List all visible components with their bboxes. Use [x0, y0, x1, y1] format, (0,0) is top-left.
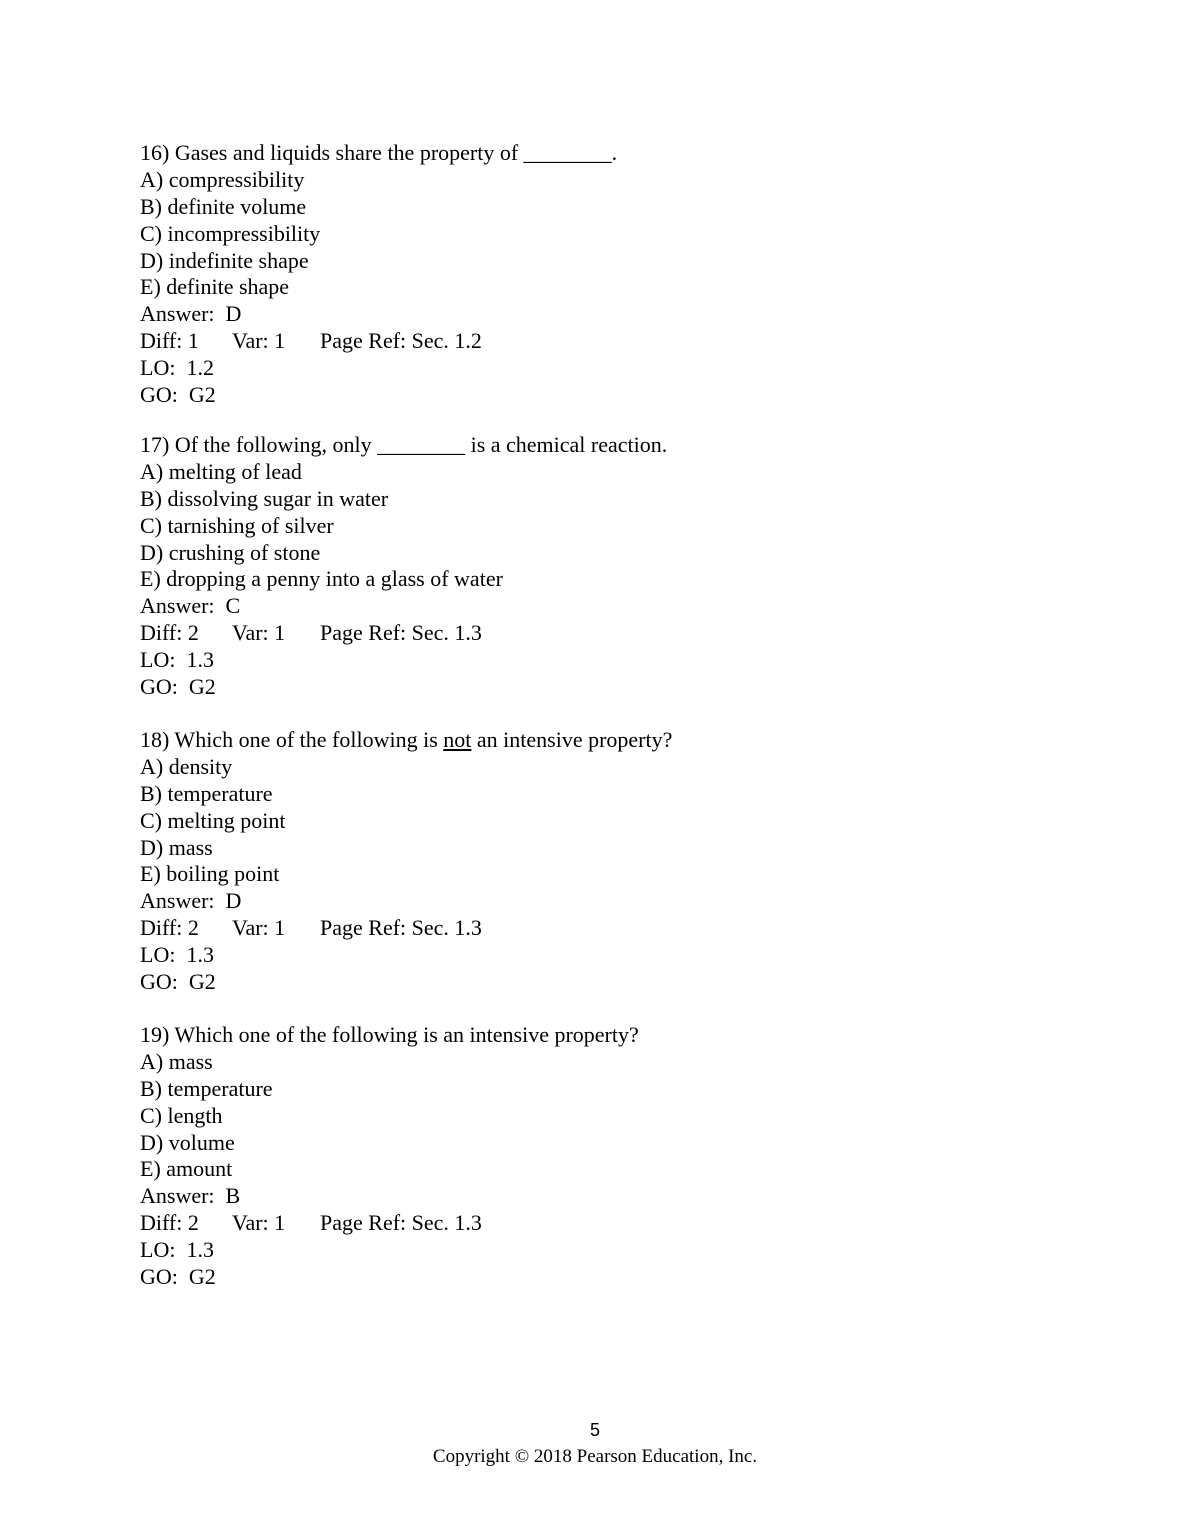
- variant: Var: 1: [232, 915, 286, 941]
- global-outcome: GO: G2: [140, 674, 216, 700]
- option-c: C) tarnishing of silver: [140, 512, 334, 538]
- option-a: A) mass: [140, 1048, 213, 1074]
- difficulty: Diff: 2: [140, 620, 199, 646]
- learning-objective: LO: 1.2: [140, 355, 214, 381]
- option-e: E) definite shape: [140, 274, 290, 300]
- variant: Var: 1: [232, 1210, 286, 1236]
- metadata-line: [140, 328, 617, 355]
- page-ref: Page Ref: Sec. 1.3: [320, 915, 482, 941]
- variant: Var: 1: [232, 328, 286, 354]
- option-c: C) length: [140, 1102, 223, 1128]
- metadata-line: [140, 915, 672, 942]
- page-ref: Page Ref: Sec. 1.2: [320, 328, 482, 354]
- variant: Var: 1: [232, 620, 286, 646]
- option-b: B) dissolving sugar in water: [140, 485, 389, 511]
- copyright-notice: Copyright © 2018 Pearson Education, Inc.: [432, 1446, 758, 1467]
- option-d: D) indefinite shape: [140, 247, 309, 273]
- emphasis-not: not: [443, 727, 472, 752]
- answer: Answer: C: [140, 593, 241, 619]
- answer: Answer: D: [140, 301, 242, 327]
- global-outcome: GO: G2: [140, 969, 216, 995]
- option-e: E) dropping a penny into a glass of water: [140, 566, 503, 592]
- question-18: [140, 727, 672, 996]
- option-b: B) definite volume: [140, 193, 307, 219]
- option-d: D) crushing of stone: [140, 539, 321, 565]
- option-e: E) amount: [140, 1156, 233, 1182]
- option-c: C) incompressibility: [140, 220, 321, 246]
- learning-objective: LO: 1.3: [140, 1237, 214, 1263]
- option-a: A) compressibility: [140, 166, 305, 192]
- option-a: A) melting of lead: [140, 458, 302, 484]
- page-number: 5: [589, 1420, 600, 1440]
- question-stem: 17) Of the following, only ________ is a chemical reaction.: [140, 432, 668, 457]
- metadata-line: [140, 1210, 639, 1237]
- global-outcome: GO: G2: [140, 1264, 216, 1290]
- answer: Answer: B: [140, 1183, 241, 1209]
- option-e: E) boiling point: [140, 861, 280, 887]
- option-d: D) volume: [140, 1129, 235, 1155]
- difficulty: Diff: 2: [140, 915, 199, 941]
- learning-objective: LO: 1.3: [140, 942, 214, 968]
- learning-objective: LO: 1.3: [140, 647, 214, 673]
- question-stem: 16) Gases and liquids share the property of ________.: [140, 140, 618, 165]
- question-16: [140, 140, 617, 409]
- question-19: [140, 1022, 639, 1291]
- option-c: C) melting point: [140, 807, 286, 833]
- metadata-line: [140, 620, 667, 647]
- answer: Answer: D: [140, 888, 242, 914]
- option-b: B) temperature: [140, 1075, 273, 1101]
- question-stem: 18) Which one of the following is not an intensive property?: [140, 727, 673, 752]
- difficulty: Diff: 1: [140, 328, 199, 354]
- option-d: D) mass: [140, 834, 213, 860]
- page-ref: Page Ref: Sec. 1.3: [320, 620, 482, 646]
- option-a: A) density: [140, 753, 233, 779]
- option-b: B) temperature: [140, 780, 273, 806]
- question-stem: 19) Which one of the following is an intensive property?: [140, 1022, 639, 1047]
- difficulty: Diff: 2: [140, 1210, 199, 1236]
- global-outcome: GO: G2: [140, 382, 216, 408]
- question-17: [140, 432, 667, 701]
- page-ref: Page Ref: Sec. 1.3: [320, 1210, 482, 1236]
